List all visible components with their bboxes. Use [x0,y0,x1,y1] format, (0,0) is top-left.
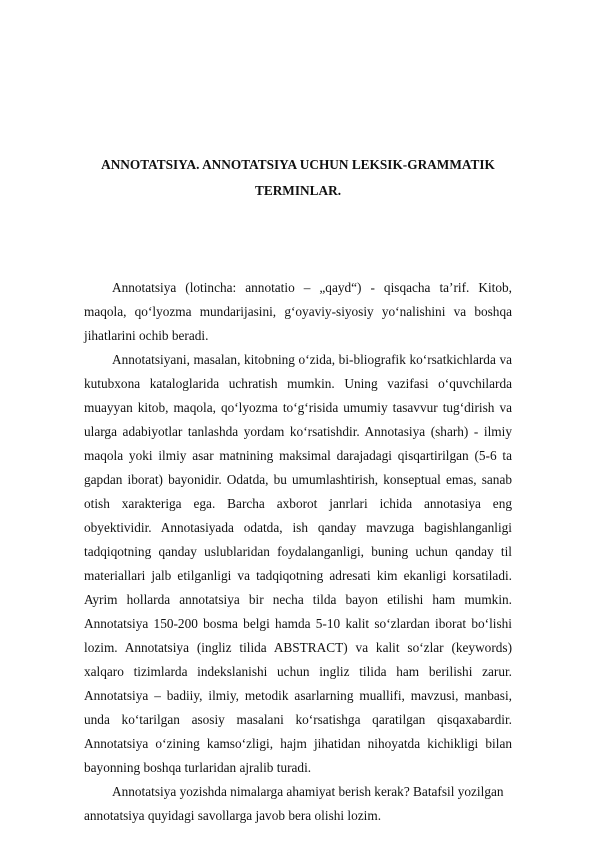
document-title-line-1: ANNOTATSIYA. ANNOTATSIYA UCHUN LEKSIK-GRAMMATIK [101,157,495,172]
paragraph-description: Annotatsiyani, masalan, kitobning o‘zida, bi-bliografik ko‘rsatkichlarda va kutubxona kataloglarida uchratish mumkin. Uning vazifasi o‘quvchilarda muayyan kitob, maqola, qo‘lyozma to‘g‘risida umumiy tasavvur tug‘dirish va ularga adabiyotlar tanlashda yordam ko‘rsatishdir. Annotasiya (sharh) - ilmiy maqola yoki ilmiy asar matnining maksimal darajadagi qisqartirilgan (5-6 ta gapdan iborat) bayonidir. Odatda, bu umumlashtirish, konseptual emas, sanab otish xarakteriga ega. Barcha axborot janrlari ichida annotasiya eng obyektividir. Annotasiyada odatda, ish qanday mavzuga bagishlanganligi tadqiqotning qanday uslublaridan foydalanganligi, buning uchun qanday til materiallari jalb etilganligi va tadqiqotning adresati kim ekanligi korsatiladi. Ayrim hollarda annotatsiya bir necha tilda bayon etilishi ham mumkin. Annotatsiya 150-200 bosma belgi hamda 5-10 kalit so‘zlardan iborat bo‘lishi lozim. Annotatsiya (ingliz tilida ABSTRACT) va kalit so‘zlar (keywords) xalqaro tizimlarda indekslanishi uchun ingliz tilida ham berilishi zarur. Annotatsiya – badiiy, ilmiy, metodik asarlarning muallifi, mavzusi, manbasi, unda ko‘tarilgan asosiy masalani ko‘rsatishga qaratilgan qisqaxabardir. Annotatsiya o‘zining kamso‘zligi, hajm jihatidan nihoyatda kichikligi bilan bayonning boshqa turlaridan ajralib turadi. [84,352,512,775]
paragraph-question: Annotatsiya yozishda nimalarga ahamiyat berish kerak? Batafsil yozilgan annotatsiya quyidagi savollarga javob bera olishi lozim. [84,784,504,823]
document-body [84,276,512,828]
document-title-line-2: TERMINLAR. [254,183,342,198]
paragraph-definition: Annotatsiya (lotincha: annotatio – „qayd“) - qisqacha ta’rif. Kitob, maqola, qo‘lyozma mundarijasini, g‘oyaviy-siyosiy yo‘nalishini va boshqa jihatlarini ochib beradi. [84,280,512,343]
